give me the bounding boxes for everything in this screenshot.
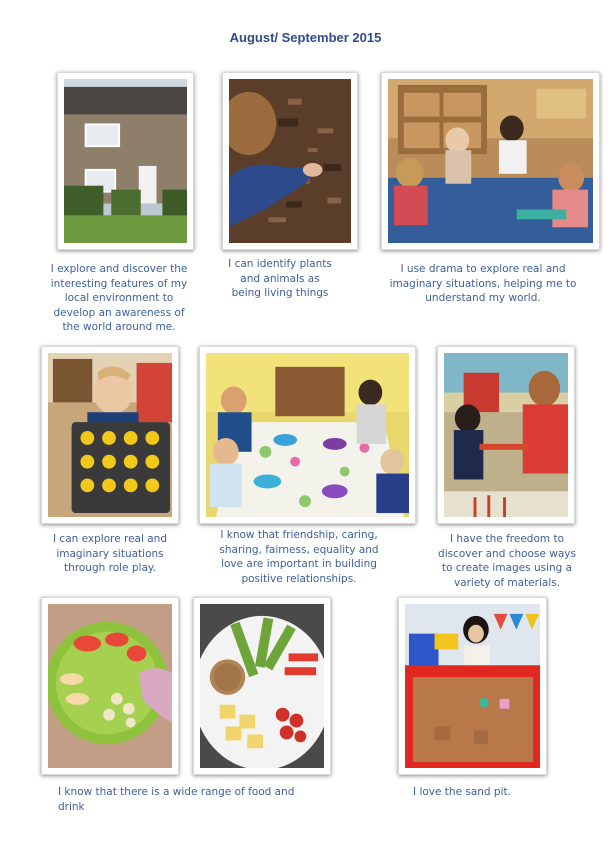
caption-painting: I have the freedom to discover and choose ways to create images using a variety of materials.: [438, 533, 576, 589]
photo-sand: [398, 597, 547, 775]
caption-sand: I love the sand pit.: [413, 786, 511, 798]
caption-table: I know that friendship, caring, sharing, fairness, equality and love are important in building positive relationships.: [219, 529, 379, 585]
photo-table: [199, 346, 416, 524]
photo-painting: [437, 346, 575, 524]
page-title: August/ September 2015: [229, 30, 382, 45]
photo-drama: [381, 72, 600, 250]
photo-bark: [222, 72, 358, 250]
photo-fruit: [41, 597, 179, 775]
photo-house: [57, 72, 194, 250]
caption-food: I know that there is a wide range of food and drink: [58, 786, 295, 813]
caption-house: I explore and discover the interesting features of my local environment to develop an awareness of the world around me.: [50, 263, 188, 333]
photo-tray: [41, 346, 179, 524]
photo-snacks: [193, 597, 331, 775]
caption-tray: I can explore real and imaginary situations through role play.: [52, 533, 167, 574]
caption-drama: I use drama to explore real and imaginary situations, helping me to understand my world.: [389, 263, 577, 304]
caption-bark: I can identify plants and animals as being living things: [228, 258, 332, 299]
